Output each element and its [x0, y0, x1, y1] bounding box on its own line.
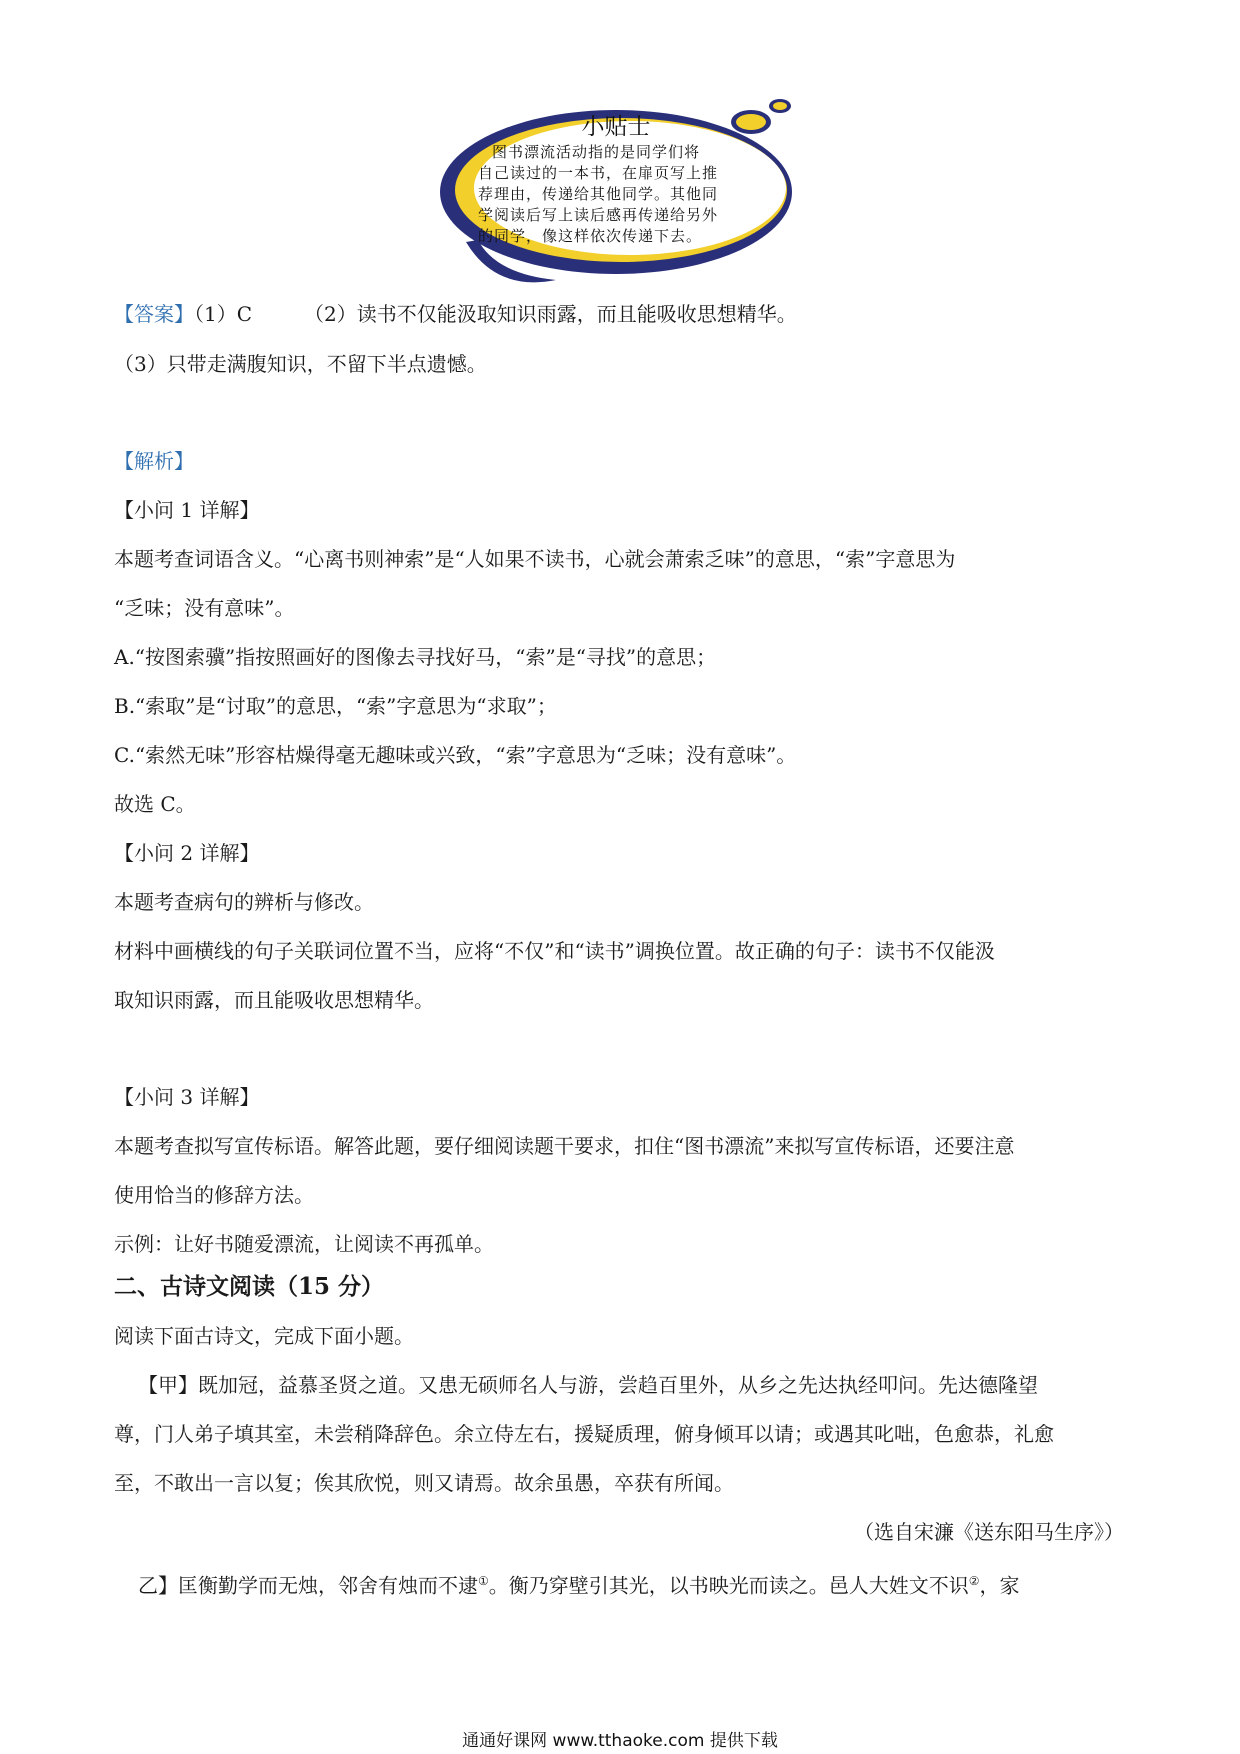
passage-yi-text: 。衡乃穿壁引其光，以书映光而读之。邑人大姓文不识	[488, 1573, 969, 1598]
q2-line: 本题考查病句的辨析与修改。	[114, 890, 374, 914]
tip-line: 自己读过的一本书，在扉页写上推	[478, 164, 719, 182]
q2-line: 取知识雨露，而且能吸收思想精华。	[114, 988, 434, 1012]
q1-heading: 【小问 1 详解】	[114, 498, 260, 522]
section-instruction: 阅读下面古诗文，完成下面小题。	[114, 1324, 414, 1348]
tip-line: 的同学，像这样依次传递下去。	[478, 227, 703, 245]
q1-option-a: A.“按图索骥”指按照画好的图像去寻找好马，“索”是“寻找”的意思；	[114, 645, 717, 669]
q1-option-c: C.“索然无味”形容枯燥得毫无趣味或兴致，“索”字意思为“乏味；没有意味”。	[114, 743, 797, 767]
q1-line: 本题考查词语含义。“心离书则神索”是“人如果不读书，心就会萧索乏味”的意思，“索”字意思为	[114, 547, 956, 571]
passage-source: （选自宋濂《送东阳马生序》）	[854, 1520, 1124, 1544]
q3-heading: 【小问 3 详解】	[114, 1085, 260, 1109]
footnote-marker: ①	[478, 1574, 489, 1588]
q3-example: 示例：让好书随爱漂流，让阅读不再孤单。	[114, 1232, 494, 1256]
section-heading: 二、古诗文阅读（15 分）	[114, 1273, 385, 1300]
answer-label: 【答案】	[114, 302, 194, 326]
q1-option-b: B.“索取”是“讨取”的意思，“索”字意思为“求取”；	[114, 694, 557, 718]
q2-line: 材料中画横线的句子关联词位置不当，应将“不仅”和“读书”调换位置。故正确的句子：读书不仅能汲	[114, 939, 995, 963]
q2-heading: 【小问 2 详解】	[114, 841, 260, 865]
analysis-label: 【解析】	[114, 449, 194, 473]
passage-jia-line: 【甲】既加冠，益慕圣贤之道。又患无硕师名人与游，尝趋百里外，从乡之先达执经叩问。先达德隆望	[138, 1373, 1038, 1397]
tip-line: 荐理由，传递给其他同学。其他同	[478, 185, 719, 203]
passage-yi-text: 乙】匡衡勤学而无烛，邻舍有烛而不逮	[138, 1573, 478, 1598]
passage-jia-line: 尊，门人弟子填其室，未尝稍降辞色。余立侍左右，援疑质理，俯身倾耳以请；或遇其叱咄，色愈恭，礼愈	[114, 1422, 1054, 1446]
tip-body	[478, 142, 788, 247]
answer-part-3: （3）只带走满腹知识，不留下半点遗憾。	[114, 352, 487, 376]
passage-yi-text: ，家	[979, 1573, 1020, 1598]
passage-yi-line	[138, 1567, 1020, 1600]
q1-line: “乏味；没有意味”。	[114, 596, 295, 620]
passage-jia-line: 至，不敢出一言以复；俟其欣悦，则又请焉。故余虽愚，卒获有所闻。	[114, 1471, 734, 1495]
answer-part-2: （2）读书不仅能汲取知识雨露，而且能吸收思想精华。	[304, 302, 797, 326]
tip-title: 小贴士	[581, 114, 651, 140]
tip-line: 学阅读后写上读后感再传递给另外	[478, 206, 719, 224]
answer-part-1: （1）C	[194, 302, 253, 326]
q1-conclusion: 故选 C。	[114, 792, 196, 816]
q3-line: 使用恰当的修辞方法。	[114, 1183, 314, 1207]
tip-bubble	[426, 92, 846, 297]
page-footer: 通通好课网 www.tthaoke.com 提供下载	[462, 1731, 778, 1751]
answer-row-1	[114, 300, 797, 328]
tip-line: 图书漂流活动指的是同学们将	[492, 143, 701, 161]
footnote-marker: ②	[968, 1574, 980, 1588]
q3-line: 本题考查拟写宣传标语。解答此题，要仔细阅读题干要求，扣住“图书漂流”来拟写宣传标语，还要注意	[114, 1134, 1015, 1158]
